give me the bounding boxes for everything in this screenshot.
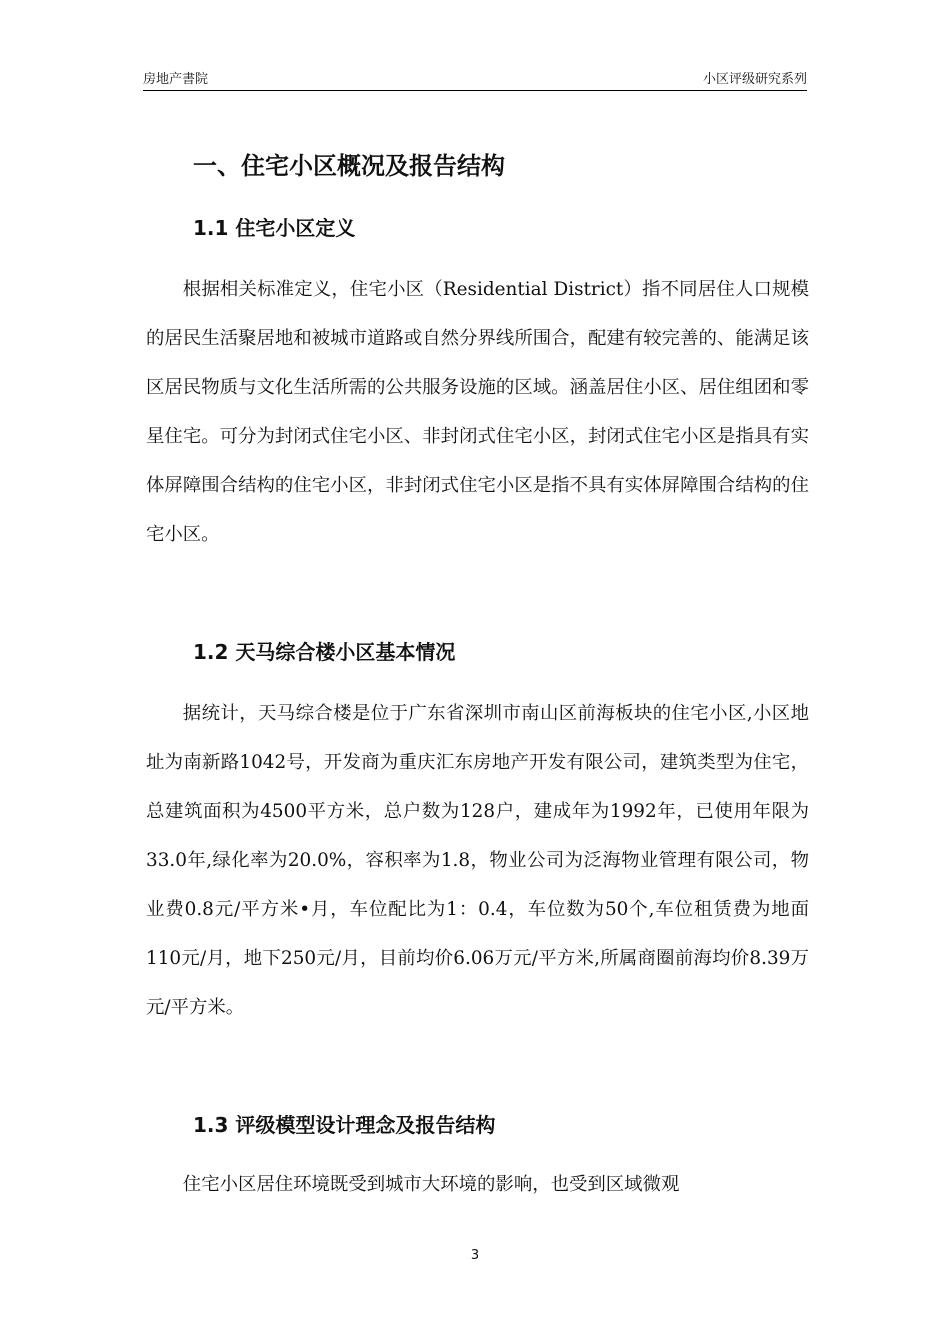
page-number: 3	[470, 1248, 480, 1263]
section-heading-1-1: 1.1 住宅小区定义	[193, 216, 356, 240]
section-heading-1-3: 1.3 评级模型设计理念及报告结构	[193, 1113, 496, 1137]
header-left-text: 房地产書院	[143, 72, 209, 87]
section-paragraph-1-2: 据统计，天马综合楼是位于广东省深圳市南山区前海板块的住宅小区,小区地址为南新路1042号，开发商为重庆汇东房地产开发有限公司，建筑类型为住宅，总建筑面积为4500平方米，总户数为128户，建成年为1992年，已使用年限为33.0年,绿化率为20.0%，容积率为1.8，物业公司为泛海物业管理有限公司，物业费0.8元/平方米•月，车位配比为1：0.4，车位数为50个,车位租赁费为地面110元/月，地下250元/月，目前均价6.06万元/平方米,所属商圈前海均价8.39万元/平方米。	[146, 703, 809, 1018]
section-heading-1-2: 1.2 天马综合楼小区基本情况	[193, 640, 456, 664]
section-paragraph-1-1: 根据相关标准定义，住宅小区（Residential District）指不同居住人口规模的居民生活聚居地和被城市道路或自然分界线所围合，配建有较完善的、能满足该区居民物质与文化生活所需的公共服务设施的区域。涵盖居住小区、居住组团和零星住宅。可分为封闭式住宅小区、非封闭式住宅小区，封闭式住宅小区是指具有实体屏障围合结构的住宅小区，非封闭式住宅小区是指不具有实体屏障围合结构的住宅小区。	[146, 279, 809, 545]
section-paragraph-1-3: 住宅小区居住环境既受到城市大环境的影响，也受到区域微观	[182, 1174, 680, 1195]
chapter-title: 一、住宅小区概况及报告结构	[193, 152, 505, 180]
page-header	[143, 66, 807, 91]
header-right-text: 小区评级研究系列	[702, 72, 807, 87]
